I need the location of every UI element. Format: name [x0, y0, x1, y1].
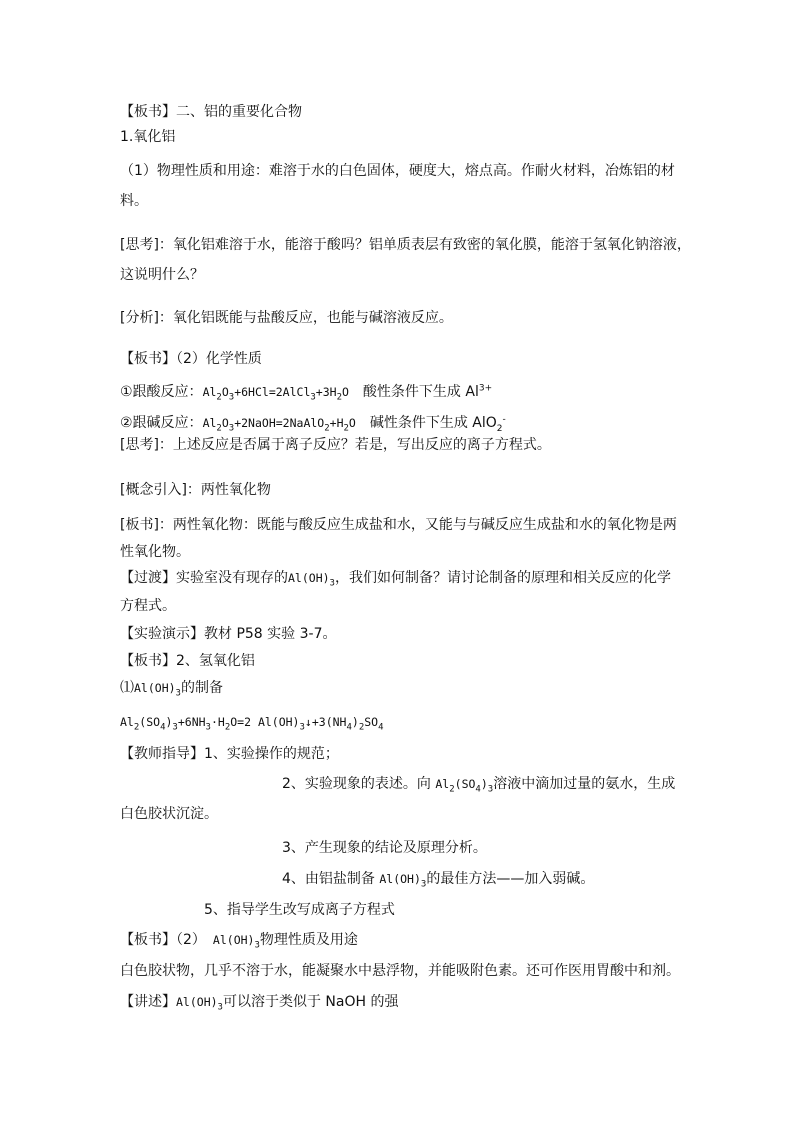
teacher-guidance-2: 2、实验现象的表述。向 $Al_2(SO_4)_3$溶液中滴加过量的氨水，生成: [282, 776, 676, 795]
paragraph-hydroxide-description: 白色胶状物，几乎不溶于水，能凝聚水中悬浮物，并能吸附色素。还可作医用胃酸中和剂。: [120, 963, 680, 979]
paragraph-thinking-2: [思考]：上述反应是否属于离子反应？若是，写出反应的离子方程式。: [120, 437, 551, 453]
teacher-guidance-1: 【教师指导】1、实验操作的规范；: [120, 746, 339, 762]
paragraph-transition-cont: 方程式。: [120, 598, 176, 614]
teacher-guidance-5: 5、指导学生改写成离子方程式: [204, 902, 395, 918]
paragraph-concept-intro: [概念引入]：两性氧化物: [120, 482, 271, 498]
formula-acid: $Al_2O_3+6HCl=2AlCl_3+3H_2O$: [202, 385, 349, 403]
board-hydroxide-properties: 【板书】（2） $Al(OH)_3$物理性质及用途: [120, 932, 358, 951]
note-acid: 酸性条件下生成 Al: [348, 384, 479, 400]
board-aluminum-hydroxide: 【板书】2、氢氧化铝: [120, 653, 255, 669]
paragraph-lecture: 【讲述】$Al(OH)_3$可以溶于类似于 NaOH 的强: [120, 994, 399, 1013]
paragraph-thinking-1: [思考]：氧化铝难溶于水，能溶于酸吗？铝单质表层有致密的氧化膜，能溶于氢氧化钠溶液，: [120, 237, 691, 253]
teacher-guidance-2-cont: 白色胶状沉淀。: [120, 806, 218, 822]
paragraph-amphoteric-definition: [板书]：两性氧化物：既能与酸反应生成盐和水，又能与与碱反应生成盐和水的氧化物是两: [120, 517, 677, 533]
board-heading-aluminum-compounds: 【板书】二、铝的重要化合物: [120, 104, 302, 120]
board-chemical-properties: 【板书】（2）化学性质: [120, 351, 262, 367]
formula-base: $Al_2O_3+2NaOH=2NaAlO_2+H_2O$: [202, 416, 356, 434]
label-base-reaction: ②跟碱反应：: [120, 415, 203, 431]
paragraph-physical-properties: （1）物理性质和用途：难溶于水的白色固体，硬度大，熔点高。作耐火材料，冶炼铝的材: [120, 163, 675, 179]
paragraph-thinking-1-cont: 这说明什么？: [120, 267, 204, 283]
note-base: 碱性条件下生成 AlO: [355, 415, 497, 431]
equation-acid-reaction: ①跟酸反应：$Al_2O_3+6HCl=2AlCl_3+3H_2O$ 酸性条件下生成 $Al^{3+}$: [120, 383, 493, 403]
teacher-guidance-3: 3、产生现象的结论及原理分析。: [282, 840, 487, 856]
teacher-guidance-4: 4、由铝盐制备 $Al(OH)_3$的最佳方法——加入弱碱。: [282, 871, 595, 890]
paragraph-transition: 【过渡】实验室没有现存的$Al(OH)_3$，我们如何制备？请讨论制备的原理和相关反应的化学: [120, 570, 671, 589]
subheading-preparation: $⑴Al(OH)_3$的制备: [120, 680, 223, 699]
subheading-alumina: 1.氧化铝: [120, 129, 176, 145]
equation-preparation: $Al_2(SO_4)_3+6NH_3\cdot H_2O=2$ $Al(OH)_3↓+3(NH_4)_2SO_4$: [120, 715, 384, 733]
paragraph-experiment-demo: 【实验演示】教材 P58 实验 3-7。: [120, 626, 337, 642]
paragraph-analysis: [分析]：氧化铝既能与盐酸反应，也能与碱溶液反应。: [120, 310, 453, 326]
paragraph-amphoteric-definition-cont: 性氧化物。: [120, 544, 190, 560]
label-acid-reaction: ①跟酸反应：: [120, 384, 203, 400]
paragraph-physical-properties-cont: 料。: [120, 193, 148, 209]
equation-base-reaction: ②跟碱反应：$Al_2O_3+2NaOH=2NaAlO_2+H_2O$ 碱性条件下生成 AlO$_2$-: [120, 414, 506, 434]
